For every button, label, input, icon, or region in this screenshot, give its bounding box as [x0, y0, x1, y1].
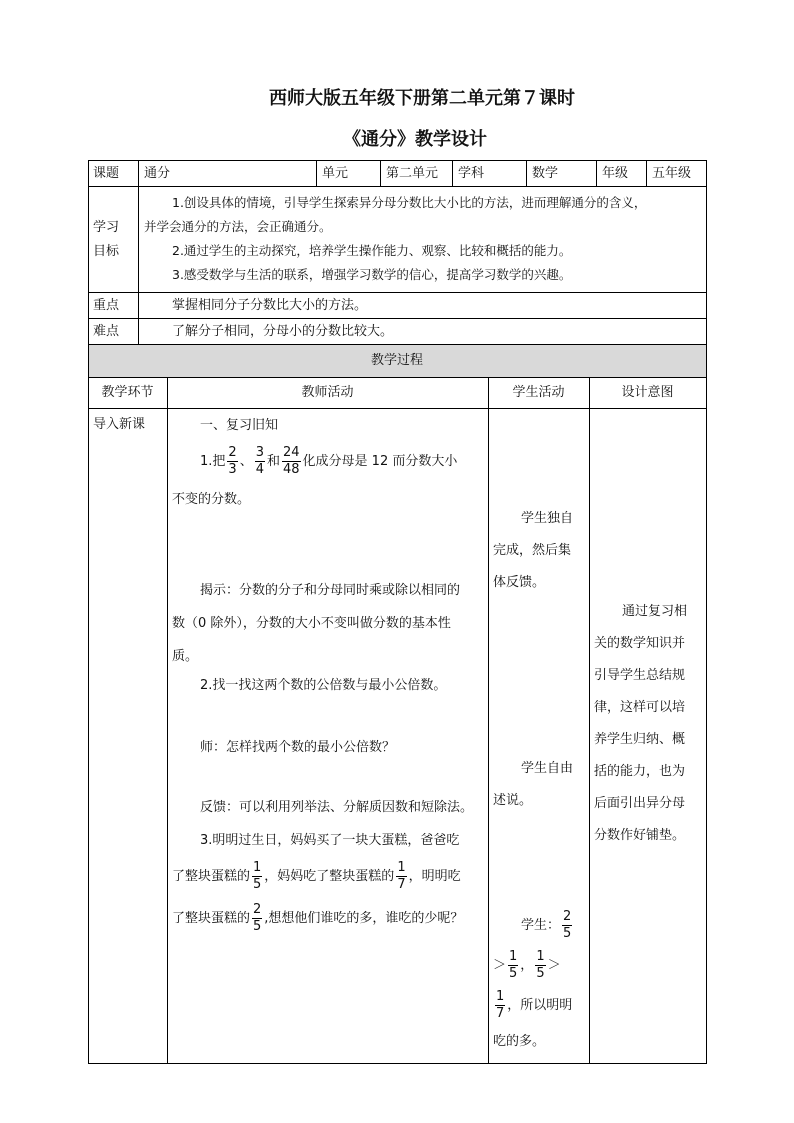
exercise-2: 2.找一找这两个数的公倍数与最小公倍数。 — [200, 678, 447, 693]
denominator: 5 — [253, 919, 262, 934]
denominator: 7 — [496, 1006, 505, 1021]
fraction — [396, 860, 406, 893]
student-line: 学生自由 — [521, 761, 574, 776]
exercise-1-suffix: 化成分母是 12 而分数大小 — [302, 454, 458, 469]
topic-value: 通分 — [144, 166, 171, 181]
text: 学生： — [521, 918, 561, 933]
fraction — [255, 445, 265, 478]
document-title: 西师大版五年级下册第二单元第７课时 — [269, 88, 575, 109]
objectives-label-line: 目标 — [93, 244, 120, 259]
table-rule — [526, 160, 527, 186]
intent-line: 引导学生总结规 — [594, 668, 686, 683]
student-line: 吃的多。 — [493, 1034, 546, 1049]
student-activity-3 — [493, 906, 587, 1058]
table-rule — [138, 160, 139, 344]
fraction — [535, 949, 545, 982]
intent-line: 养学生归纳、概 — [594, 732, 686, 747]
fraction — [282, 445, 301, 478]
intent-line: 通过复习相 — [622, 604, 688, 619]
student-line: 述说。 — [493, 793, 533, 808]
student-line: 完成，然后集 — [493, 543, 572, 558]
student-line — [493, 946, 587, 986]
numerator: 24 — [283, 445, 300, 460]
numerator: 1 — [253, 860, 262, 875]
denominator: 5 — [536, 966, 545, 981]
unit-label: 单元 — [322, 166, 349, 181]
denominator: 7 — [397, 877, 406, 892]
topic-label: 课题 — [93, 166, 120, 181]
table-rule — [167, 377, 168, 1064]
fraction — [252, 902, 262, 935]
denominator: 5 — [563, 926, 572, 941]
greater-than: ＞ — [493, 958, 507, 973]
fraction — [508, 949, 518, 982]
student-line: 学生独自 — [521, 511, 574, 526]
exercise-1 — [172, 442, 484, 482]
col-intent-header: 设计意图 — [621, 385, 674, 400]
exercise-3-line3 — [172, 899, 484, 939]
numerator: 3 — [255, 445, 264, 460]
objective-2: 2.通过学生的主动探究，培养学生操作能力、观察、比较和概括的能力。 — [172, 243, 572, 258]
student-activity-2 — [493, 753, 587, 817]
numerator: 1 — [509, 949, 518, 964]
table-rule — [452, 160, 453, 186]
text: ,想想他们谁吃的多，谁吃的少呢？ — [264, 911, 464, 926]
reveal-line: 质。 — [172, 649, 199, 664]
exercise-1-line2: 不变的分数。 — [172, 492, 251, 507]
table-rule — [380, 160, 381, 186]
table-rule — [88, 186, 707, 187]
separator: 、 — [239, 454, 253, 469]
grade-label: 年级 — [602, 166, 629, 181]
denominator: 48 — [283, 462, 300, 477]
intent-line: 关的数学知识并 — [594, 636, 686, 651]
table-rule — [316, 160, 317, 186]
denominator: 5 — [509, 966, 518, 981]
teacher-question: 师：怎样找两个数的最小公倍数？ — [200, 740, 396, 755]
fraction — [562, 909, 572, 942]
objectives-label-line: 学习 — [93, 220, 120, 235]
fraction — [252, 860, 262, 893]
objective-1 — [144, 191, 704, 287]
denominator: 3 — [228, 462, 237, 477]
intent-line: 括的能力，也为 — [594, 764, 686, 779]
numerator: 2 — [228, 445, 237, 460]
student-line — [493, 906, 587, 946]
numerator: 1 — [536, 949, 545, 964]
student-activity-1 — [493, 503, 587, 599]
design-intent — [594, 596, 702, 852]
process-header: 教学过程 — [370, 353, 423, 368]
difficulty-text: 了解分子相同，分母小的分数比较大。 — [172, 324, 394, 339]
table-border-right — [706, 160, 707, 1064]
col-student-header: 学生活动 — [512, 385, 565, 400]
reveal-line: 揭示：分数的分子和分母同时乘或除以相同的 — [200, 583, 461, 598]
table-border-bottom — [88, 1063, 707, 1064]
subject-label: 学科 — [458, 166, 485, 181]
review-heading: 一、复习旧知 — [200, 418, 279, 433]
stage-label: 导入新课 — [93, 417, 146, 432]
table-border-top — [88, 160, 707, 161]
greater-than: ＞ — [547, 958, 561, 973]
intent-line: 律，这样可以培 — [594, 700, 686, 715]
grade-value: 五年级 — [652, 166, 692, 181]
document-subtitle: 《通分》教学设计 — [343, 129, 487, 150]
col-teacher-header: 教师活动 — [301, 385, 354, 400]
comma: ， — [520, 958, 534, 973]
subject-value: 数学 — [532, 166, 559, 181]
col-stage-header: 教学环节 — [101, 385, 154, 400]
objective-1-line2: 并学会通分的方法，会正确通分。 — [144, 219, 332, 234]
text: 了整块蛋糕的 — [172, 869, 251, 884]
intent-line: 后面引出异分母 — [594, 796, 686, 811]
table-rule — [88, 292, 707, 293]
table-border-left — [88, 160, 89, 1064]
key-point-text: 掌握相同分子分数比大小的方法。 — [172, 298, 368, 313]
connector: 和 — [266, 454, 280, 469]
feedback: 反馈：可以利用列举法、分解质因数和短除法。 — [200, 800, 474, 815]
text: ，所以明明 — [507, 998, 573, 1013]
objective-1-line1: 1.创设具体的情境，引导学生探索异分母分数比大小比的方法，进而理解通分的含义， — [172, 195, 647, 210]
exercise-1-prefix: 1.把 — [200, 454, 226, 469]
fraction — [227, 445, 237, 478]
reveal-paragraph — [172, 574, 484, 673]
numerator: 1 — [397, 860, 406, 875]
text: ，明明吃 — [408, 869, 461, 884]
numerator: 1 — [496, 989, 505, 1004]
denominator: 5 — [253, 877, 262, 892]
numerator: 2 — [563, 909, 572, 924]
table-rule — [589, 377, 590, 1064]
table-rule — [646, 160, 647, 186]
difficulty-label: 难点 — [93, 324, 120, 339]
exercise-3-line2 — [172, 857, 484, 897]
text: 了整块蛋糕的 — [172, 911, 251, 926]
table-rule — [88, 377, 707, 378]
table-rule — [596, 160, 597, 186]
table-rule — [88, 344, 707, 345]
intent-line: 分数作好铺垫。 — [594, 828, 686, 843]
fraction — [495, 989, 505, 1022]
objectives-label — [93, 216, 119, 264]
unit-value: 第二单元 — [386, 166, 439, 181]
exercise-3-line1: 3.明明过生日，妈妈买了一块大蛋糕，爸爸吃 — [200, 833, 460, 848]
objective-3: 3.感受数学与生活的联系，增强学习数学的信心，提高学习数学的兴趣。 — [172, 267, 572, 282]
numerator: 2 — [253, 902, 262, 917]
student-line: 体反馈。 — [493, 575, 546, 590]
table-rule — [88, 318, 707, 319]
text: ，妈妈吃了整块蛋糕的 — [264, 869, 395, 884]
key-point-label: 重点 — [93, 298, 120, 313]
denominator: 4 — [255, 462, 264, 477]
student-line — [493, 986, 587, 1026]
reveal-line: 数（0 除外），分数的大小不变叫做分数的基本性 — [172, 616, 451, 631]
table-rule — [488, 377, 489, 1064]
